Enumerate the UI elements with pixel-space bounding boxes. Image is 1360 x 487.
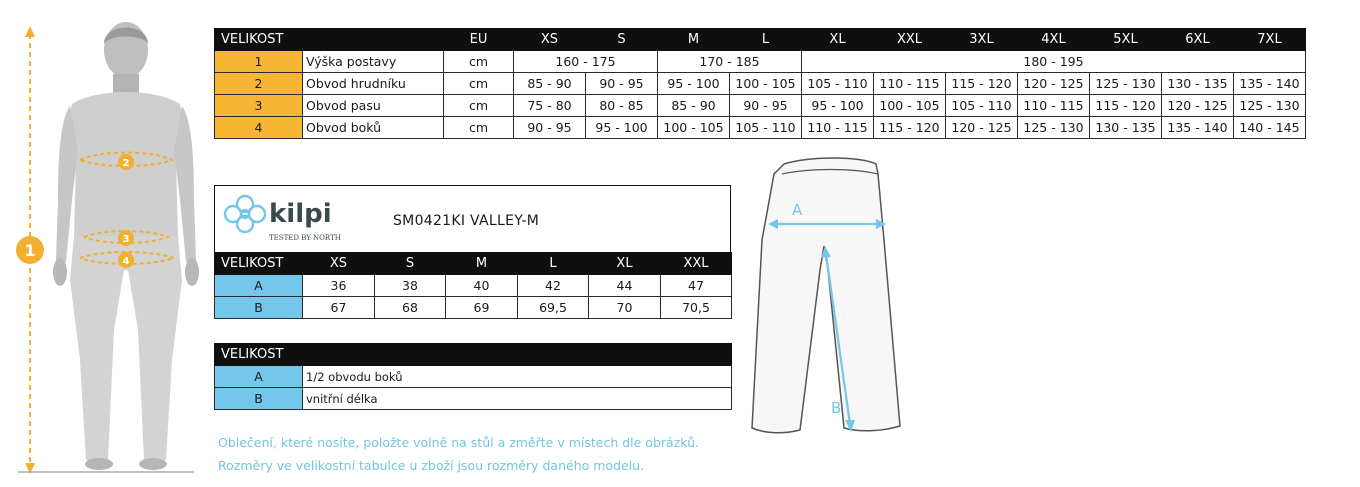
body-measurement-figure [0,0,205,487]
brand-tagline: TESTED BY NORTH [269,234,341,242]
label-a: A [792,201,803,219]
table-cell: 135 - 140 [1162,117,1234,139]
kilpi-logo [219,192,359,248]
header-blank [303,344,732,366]
table-cell: 120 - 125 [1018,73,1090,95]
brand-name: kilpi [269,199,332,229]
table-cell: 110 - 115 [874,73,946,95]
row-unit: cm [444,51,514,73]
header-size: XL [802,29,874,51]
table-cell: 90 - 95 [586,73,658,95]
table-cell: 38 [375,275,446,297]
table-cell: 125 - 130 [1234,95,1306,117]
knot-icon [225,196,265,232]
table-cell: 170 - 185 [658,51,802,73]
table-cell: 70,5 [661,297,732,319]
legend-row-a [215,366,732,388]
header-size: 7XL [1234,29,1306,51]
row-label: A [215,275,303,297]
row-label: Výška postavy [303,51,444,73]
size-chart-header-row [215,29,1306,51]
svg-text:1: 1 [24,241,36,260]
table-cell: 120 - 125 [1162,95,1234,117]
table-cell: 140 - 145 [1234,117,1306,139]
note-model-dimensions: Rozměry ve velikostní tabulce u zboží jsou rozměry daného modelu. [218,458,645,473]
table-cell: 42 [518,275,589,297]
table-cell: 95 - 100 [658,73,730,95]
header-velikost: VELIKOST [215,344,303,366]
svg-text:3: 3 [122,234,130,245]
header-size: M [658,29,730,51]
table-cell: 67 [303,297,375,319]
row-number: 4 [215,117,303,139]
header-eu: EU [444,29,514,51]
header-velikost: VELIKOST [215,29,303,51]
header-size: XXL [874,29,946,51]
measurement-legend-table [214,343,732,410]
header-size: XS [303,253,375,275]
row-unit: cm [444,95,514,117]
table-cell: 100 - 105 [874,95,946,117]
table-row-waist [215,95,1306,117]
row-label: B [215,297,303,319]
header-size: S [586,29,658,51]
header-size: 5XL [1090,29,1162,51]
table-cell: 100 - 105 [730,73,802,95]
row-label: Obvod hrudníku [303,73,444,95]
header-blank [303,29,444,51]
product-header-row [215,253,732,275]
table-row-height [215,51,1306,73]
table-cell: 40 [446,275,518,297]
table-cell: 85 - 90 [514,73,586,95]
table-cell: 47 [661,275,732,297]
table-cell: 135 - 140 [1234,73,1306,95]
product-measurement-table [214,252,732,319]
table-cell: 125 - 130 [1090,73,1162,95]
table-row-hips [215,117,1306,139]
header-velikost: VELIKOST [215,253,303,275]
marker-1 [16,236,44,264]
table-cell: 160 - 175 [514,51,658,73]
row-unit: cm [444,117,514,139]
row-number: 1 [215,51,303,73]
product-brand-box [214,185,731,252]
table-cell: 69 [446,297,518,319]
header-size: L [518,253,589,275]
table-cell: 85 - 90 [658,95,730,117]
table-cell: 105 - 110 [946,95,1018,117]
legend-description: 1/2 obvodu boků [303,366,732,388]
label-b: B [831,399,842,417]
header-size: S [375,253,446,275]
marker-3 [118,230,134,246]
row-label: Obvod boků [303,117,444,139]
table-cell: 80 - 85 [586,95,658,117]
table-cell: 130 - 135 [1162,73,1234,95]
table-cell: 180 - 195 [802,51,1306,73]
table-cell: 100 - 105 [658,117,730,139]
row-label: A [215,366,303,388]
row-number: 3 [215,95,303,117]
table-cell: 90 - 95 [514,117,586,139]
row-label: Obvod pasu [303,95,444,117]
table-cell: 75 - 80 [514,95,586,117]
table-cell: 36 [303,275,375,297]
header-size: 6XL [1162,29,1234,51]
header-size: XL [589,253,661,275]
note-instructions: Oblečení, které nosíte, položte volně na stůl a změřte v místech dle obrázků. [218,435,699,450]
table-cell: 95 - 100 [586,117,658,139]
product-row-a [215,275,732,297]
table-cell: 70 [589,297,661,319]
header-size: XS [514,29,586,51]
size-chart-table [214,28,1306,139]
table-cell: 105 - 110 [730,117,802,139]
row-number: 2 [215,73,303,95]
table-cell: 125 - 130 [1018,117,1090,139]
marker-2 [118,154,134,170]
table-cell: 105 - 110 [802,73,874,95]
product-model-code: SM0421KI VALLEY-M [393,213,540,229]
table-cell: 110 - 115 [802,117,874,139]
table-cell: 115 - 120 [1090,95,1162,117]
table-cell: 68 [375,297,446,319]
table-cell: 44 [589,275,661,297]
legend-description: vnitřní délka [303,388,732,410]
header-size: L [730,29,802,51]
table-cell: 90 - 95 [730,95,802,117]
legend-row-b [215,388,732,410]
table-cell: 115 - 120 [874,117,946,139]
header-size: 4XL [1018,29,1090,51]
row-label: B [215,388,303,410]
product-row-b [215,297,732,319]
table-cell: 69,5 [518,297,589,319]
table-cell: 110 - 115 [1018,95,1090,117]
pants-illustration [740,150,910,450]
legend-header-row [215,344,732,366]
table-cell: 95 - 100 [802,95,874,117]
table-row-chest [215,73,1306,95]
header-size: XXL [661,253,732,275]
pants-outline [752,158,900,433]
table-cell: 120 - 125 [946,117,1018,139]
row-unit: cm [444,73,514,95]
header-size: M [446,253,518,275]
table-cell: 130 - 135 [1090,117,1162,139]
table-cell: 115 - 120 [946,73,1018,95]
svg-text:2: 2 [122,158,130,169]
svg-text:4: 4 [122,256,130,267]
header-size: 3XL [946,29,1018,51]
marker-4 [118,252,134,268]
